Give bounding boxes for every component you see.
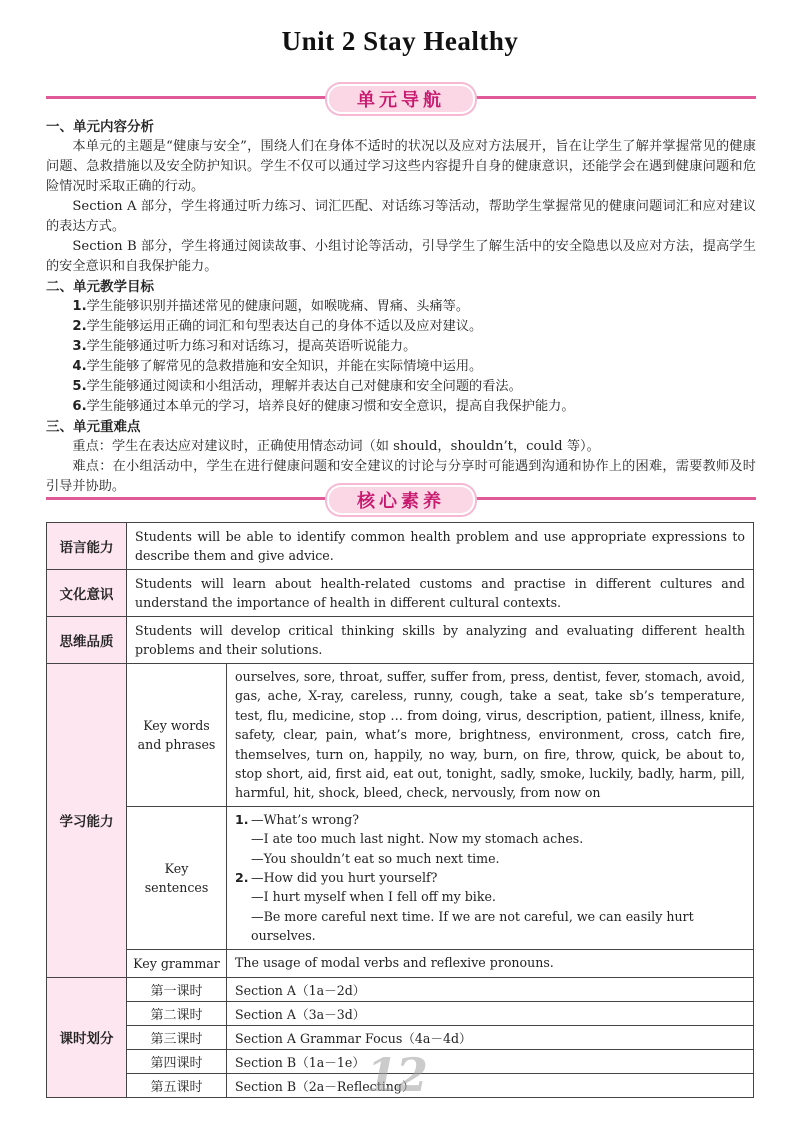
table-row (47, 949, 754, 977)
lesson-label: 第三课时 (127, 1025, 227, 1049)
banner-label: 单元导航 (327, 84, 475, 114)
culture-text: Students will learn about health-related customs and practise in different cultures and understand the importance of health in different cultural contexts. (127, 570, 754, 617)
table-row (47, 664, 754, 807)
goal-item: 2.学生能够运用正确的词汇和句型表达自己的身体不适以及应对建议。 (72, 319, 483, 334)
sentence-line: —How did you hurt yourself? (251, 870, 438, 886)
section-banner-core-literacy (46, 487, 756, 517)
category-learning: 学习能力 (47, 664, 127, 978)
core-literacy-table (46, 522, 754, 1098)
paragraph-section-b: Section B 部分，学生将通过阅读故事、小组讨论等活动，引导学生了解生活中的安全隐患以及应对方法，提高学生的安全意识和自我保护能力。 (46, 239, 756, 274)
lesson-content: Section B（1a－1e） (227, 1049, 754, 1073)
table-row (47, 617, 754, 664)
sentence-line: —Be more careful next time. If we are not careful, we can easily hurt ourselves. (251, 908, 694, 944)
lesson-content: Section A（1a－2d） (227, 977, 754, 1001)
sentence-line: —I hurt myself when I fell off my bike. (251, 889, 496, 905)
lesson-content: Section B（2a－Reflecting） (227, 1073, 754, 1097)
lesson-label: 第四课时 (127, 1049, 227, 1073)
table-row (47, 977, 754, 1001)
paragraph-theme: 本单元的主题是“健康与安全”，围绕人们在身体不适时的状况以及应对方法展开，旨在让学生了解并掌握常见的健康问题、急救措施以及安全防护知识。学生不仅可以通过学习这些内容提升自身的健康意识，还能学会在遇到健康问题和危险情况时采取正确的行动。 (46, 139, 756, 194)
sentence-number: 2. (235, 870, 249, 886)
key-grammar-label: Key grammar (127, 949, 227, 977)
table-row (47, 523, 754, 570)
unit-title: Unit 2 Stay Healthy (281, 26, 519, 56)
sentence-number: 1. (235, 811, 249, 827)
key-grammar-text: The usage of modal verbs and reflexive pronouns. (227, 949, 754, 977)
page-number: 12 (366, 1048, 427, 1102)
sentence-line: —You shouldn’t eat so much next time. (251, 850, 500, 866)
category-thinking: 思维品质 (47, 617, 127, 664)
thinking-text: Students will develop critical thinking skills by analyzing and evaluating different health problems and their solutions. (127, 617, 754, 664)
category-culture: 文化意识 (47, 570, 127, 617)
heading-teaching-goals: 二、单元教学目标 (46, 279, 154, 295)
section-banner-unit-guide (46, 86, 756, 116)
category-language: 语言能力 (47, 523, 127, 570)
key-sentences-label: Key sentences (127, 806, 227, 949)
banner-label: 核心素养 (327, 485, 475, 515)
goal-item: 6.学生能够通过本单元的学习，培养良好的健康习惯和安全意识，提高自我保护能力。 (72, 399, 575, 414)
table-row (47, 806, 754, 949)
category-schedule: 课时划分 (47, 977, 127, 1097)
key-words-label: Key words and phrases (127, 664, 227, 807)
language-text: Students will be able to identify common health problem and use appropriate expressions to describe them and give advice. (127, 523, 754, 570)
paragraph-section-a: Section A 部分，学生将通过听力练习、词汇匹配、对话练习等活动，帮助学生掌握常见的健康问题词汇和应对建议的表达方式。 (46, 199, 756, 234)
key-sentences (227, 806, 754, 949)
lesson-content: Section A（3a－3d） (227, 1001, 754, 1025)
sentence-line: —I ate too much last night. Now my stomach aches. (251, 831, 584, 847)
table-row (47, 1001, 754, 1025)
unit-guide-content (46, 117, 756, 497)
heading-key-difficult: 三、单元重难点 (46, 419, 141, 435)
lesson-label: 第一课时 (127, 977, 227, 1001)
goal-item: 4.学生能够了解常见的急救措施和安全知识，并能在实际情境中运用。 (72, 359, 483, 374)
lesson-label: 第五课时 (127, 1073, 227, 1097)
lesson-label: 第二课时 (127, 1001, 227, 1025)
goal-item: 3.学生能够通过听力练习和对话练习，提高英语听说能力。 (72, 339, 417, 354)
table-row (47, 1025, 754, 1049)
difficult-point: 难点：在小组活动中，学生在进行健康问题和安全建议的讨论与分享时可能遇到沟通和协作上的困难，需要教师及时引导并协助。 (46, 459, 756, 494)
sentence-line: —What’s wrong? (251, 811, 359, 827)
key-words-text: ourselves, sore, throat, suffer, suffer from, press, dentist, fever, stomach, avoid, gas, ache, X-ray, careless, runny, cough, take a seat, take sb’s temperature, test, flu, medicine, stop … from doing, virus, description, patient, illness, knife, safety, clear, pain, what’s more, brightness, environment, cross, catch fire, themselves, turn on, happily, no way, burn, on fire, throw, quick, be about to, stop short, aid, first aid, eat out, tonight, sadly, smoke, luckily, badly, harm, pill, harmful, hit, shock, bleed, check, nervously, from now on (227, 664, 754, 807)
goal-item: 5.学生能够通过阅读和小组活动，理解并表达自己对健康和安全问题的看法。 (72, 379, 522, 394)
heading-content-analysis: 一、单元内容分析 (46, 119, 154, 135)
lesson-content: Section A Grammar Focus（4a－4d） (227, 1025, 754, 1049)
table-row (47, 570, 754, 617)
key-point: 重点：学生在表达应对建议时，正确使用情态动词（如 should，shouldn’t，could 等）。 (72, 439, 600, 454)
goal-item: 1.学生能够识别并描述常见的健康问题，如喉咙痛、胃痛、头痛等。 (72, 299, 470, 314)
